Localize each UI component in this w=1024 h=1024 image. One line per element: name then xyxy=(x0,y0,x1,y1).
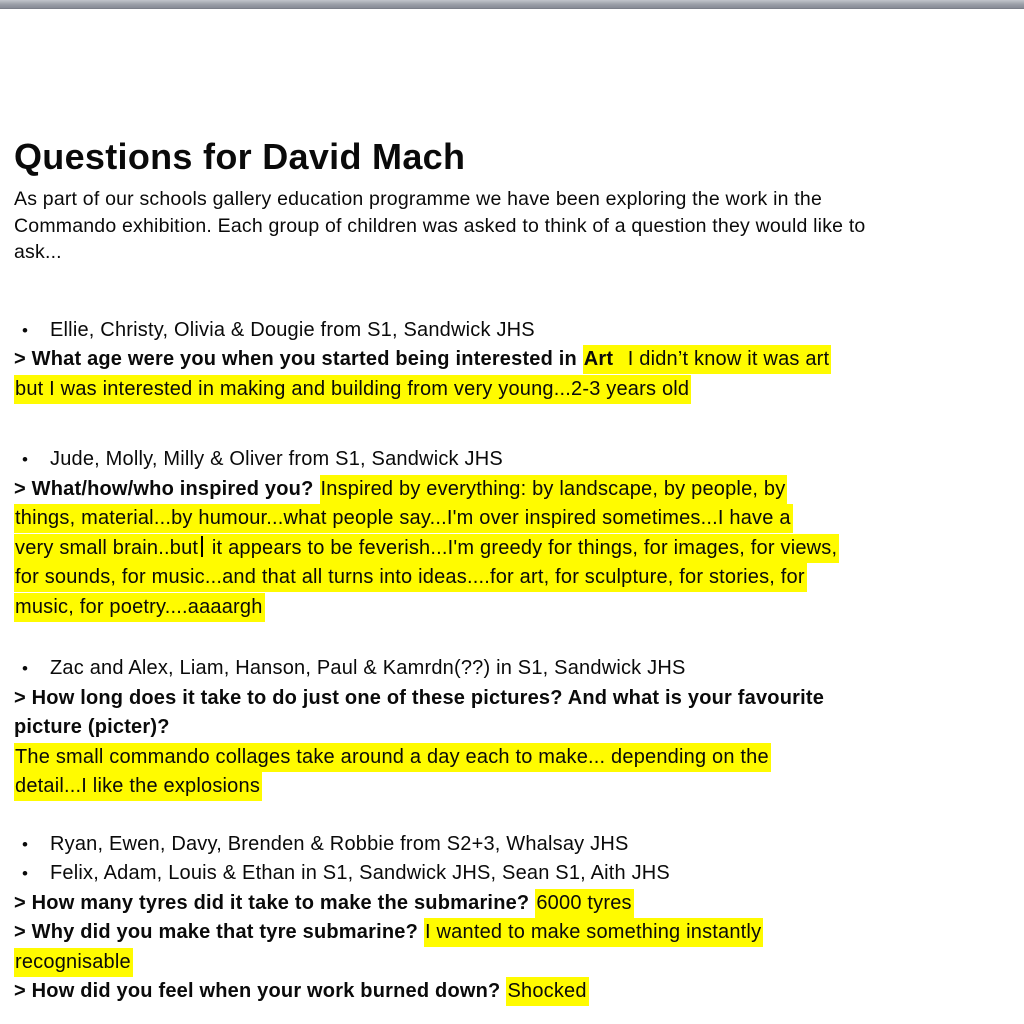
bullet-icon: • xyxy=(22,834,29,854)
answer-line xyxy=(14,563,1008,593)
answer-text-highlighted: detail...I like the explosions xyxy=(14,772,262,801)
intro-paragraph xyxy=(14,186,1008,266)
answer-line xyxy=(14,743,1008,773)
question-answer-line xyxy=(14,977,1008,1007)
group-list-item xyxy=(14,654,1008,684)
question-text: > What age were you when you started being interested in xyxy=(14,348,583,370)
answer-text-highlighted: I wanted to make something instantly xyxy=(424,918,763,947)
question-answer-line xyxy=(14,475,1008,505)
qa-section xyxy=(14,830,1008,1007)
question-text: > Why did you make that tyre submarine? xyxy=(14,921,419,943)
qa-section xyxy=(14,654,1008,802)
question-text: picture (picter)? xyxy=(14,716,170,738)
answer-text-highlighted: it appears to be feverish...I'm greedy for things, for images, for views, xyxy=(205,534,839,563)
answer-line xyxy=(14,593,1008,623)
bullet-icon: • xyxy=(22,659,29,678)
question-text: > How many tyres did it take to make the submarine? xyxy=(14,891,530,914)
question-text: > What/how/who inspired you? xyxy=(14,477,314,500)
group-list-item xyxy=(14,859,1008,889)
intro-line: As part of our schools gallery education programme we have been exploring the work in the xyxy=(14,188,822,210)
answer-text-highlighted: but I was interested in making and building from very young...2-3 years old xyxy=(14,375,691,404)
answer-text-highlighted: The small commando collages take around a day each to make... depending on the xyxy=(14,743,771,772)
document-page[interactable] xyxy=(0,136,1024,1007)
answer-text-highlighted: music, for poetry....aaaargh xyxy=(14,593,265,622)
qa-section xyxy=(14,316,1008,405)
question-line xyxy=(14,713,1008,743)
answer-text-highlighted: things, material...by humour...what people say...I'm over inspired sometimes...I have a xyxy=(14,504,793,533)
qa-section xyxy=(14,445,1008,622)
answer-text-highlighted: recognisable xyxy=(14,948,133,977)
answer-line xyxy=(14,375,1008,405)
group-list-item xyxy=(14,316,1008,346)
answer-text-highlighted: I didn’t know it was art xyxy=(621,345,831,374)
question-line xyxy=(14,684,1008,714)
answer-line xyxy=(14,504,1008,534)
answer-line xyxy=(14,772,1008,802)
bullet-icon: • xyxy=(22,320,29,340)
intro-line: Commando exhibition. Each group of children was asked to think of a question they would like to xyxy=(14,214,866,237)
bullet-icon: • xyxy=(22,864,29,883)
question-answer-line xyxy=(14,889,1008,919)
group-names: Ellie, Christy, Olivia & Dougie from S1, Sandwick JHS xyxy=(50,318,535,341)
question-text-highlighted: Art xyxy=(583,345,621,374)
page-title: Questions for David Mach xyxy=(14,136,466,177)
group-names: Zac and Alex, Liam, Hanson, Paul & Kamrdn(??) in S1, Sandwick JHS xyxy=(50,657,686,679)
group-names: Ryan, Ewen, Davy, Brenden & Robbie from S2+3, Whalsay JHS xyxy=(50,832,629,855)
question-answer-line xyxy=(14,918,1008,948)
bullet-icon: • xyxy=(22,450,29,469)
answer-text-highlighted: Inspired by everything: by landscape, by people, by xyxy=(320,475,788,504)
text-cursor xyxy=(201,536,203,557)
question-text: > How long does it take to do just one of these pictures? And what is your favourite xyxy=(14,686,825,709)
question-text: > How did you feel when your work burned down? xyxy=(14,980,501,1002)
answer-line xyxy=(14,948,1008,978)
group-list-item xyxy=(14,830,1008,860)
question-answer-line xyxy=(14,345,1008,375)
intro-line: ask... xyxy=(14,241,62,263)
window-chrome-bar xyxy=(0,0,1024,9)
group-names: Jude, Molly, Milly & Oliver from S1, Sandwick JHS xyxy=(50,448,503,470)
answer-text-highlighted: Shocked xyxy=(506,977,588,1006)
group-list-item xyxy=(14,445,1008,475)
answer-line xyxy=(14,534,1008,564)
answer-text-highlighted: for sounds, for music...and that all turns into ideas....for art, for sculpture, for stories, for xyxy=(14,563,807,592)
answer-text-highlighted: 6000 tyres xyxy=(535,889,633,918)
group-names: Felix, Adam, Louis & Ethan in S1, Sandwick JHS, Sean S1, Aith JHS xyxy=(50,862,670,884)
answer-text-highlighted: very small brain..but xyxy=(14,534,200,563)
